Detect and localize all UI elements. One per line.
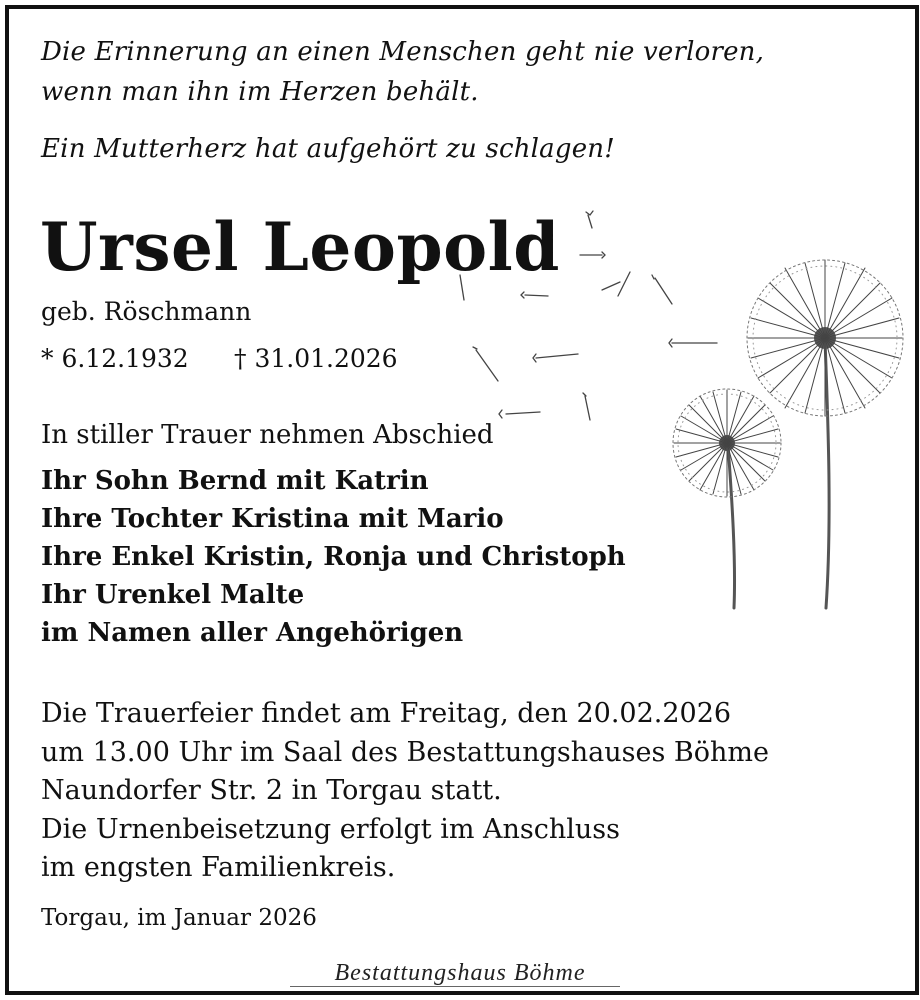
large-dandelion [747, 260, 903, 608]
seed-icon [460, 211, 717, 420]
ceremony-line: im engsten Familienkreis. [41, 852, 396, 883]
ceremony-details [41, 695, 769, 888]
dandelion-icon [440, 200, 910, 620]
quote-line-2: wenn man ihn im Herzen behält. [41, 77, 479, 107]
ceremony-line: um 13.00 Uhr im Saal des Bestattungshauses Böhme [41, 736, 769, 768]
mourner-line: Ihre Tochter Kristina mit Mario [41, 504, 504, 534]
quote-line-1: Die Erinnerung an einen Menschen geht nie verloren, [41, 37, 765, 67]
mourner-line: Ihr Sohn Bernd mit Katrin [41, 466, 429, 496]
birth-date: * 6.12.1932 [41, 344, 189, 373]
ceremony-line: Die Trauerfeier findet am Freitag, den 20.02.2026 [41, 698, 732, 729]
maiden-name: geb. Röschmann [41, 297, 252, 326]
death-date: † 31.01.2026 [234, 344, 398, 373]
mourners-intro: In stiller Trauer nehmen Abschied [41, 420, 494, 450]
mourner-line: im Namen aller Angehörigen [41, 618, 464, 648]
place-date: Torgau, im Januar 2026 [41, 905, 317, 931]
ceremony-line: Die Urnenbeisetzung erfolgt im Anschluss [41, 813, 621, 845]
ceremony-line: Naundorfer Str. 2 in Torgau statt. [41, 775, 502, 806]
quote-line-3: Ein Mutterherz hat aufgehört zu schlagen! [41, 134, 615, 164]
small-dandelion [673, 389, 781, 608]
deceased-name: Ursel Leopold [40, 208, 560, 286]
mourner-line: Ihr Urenkel Malte [41, 580, 305, 610]
funeral-home-signature: Bestattungshaus Böhme [334, 960, 586, 986]
mourner-line: Ihre Enkel Kristin, Ronja und Christoph [41, 542, 626, 572]
